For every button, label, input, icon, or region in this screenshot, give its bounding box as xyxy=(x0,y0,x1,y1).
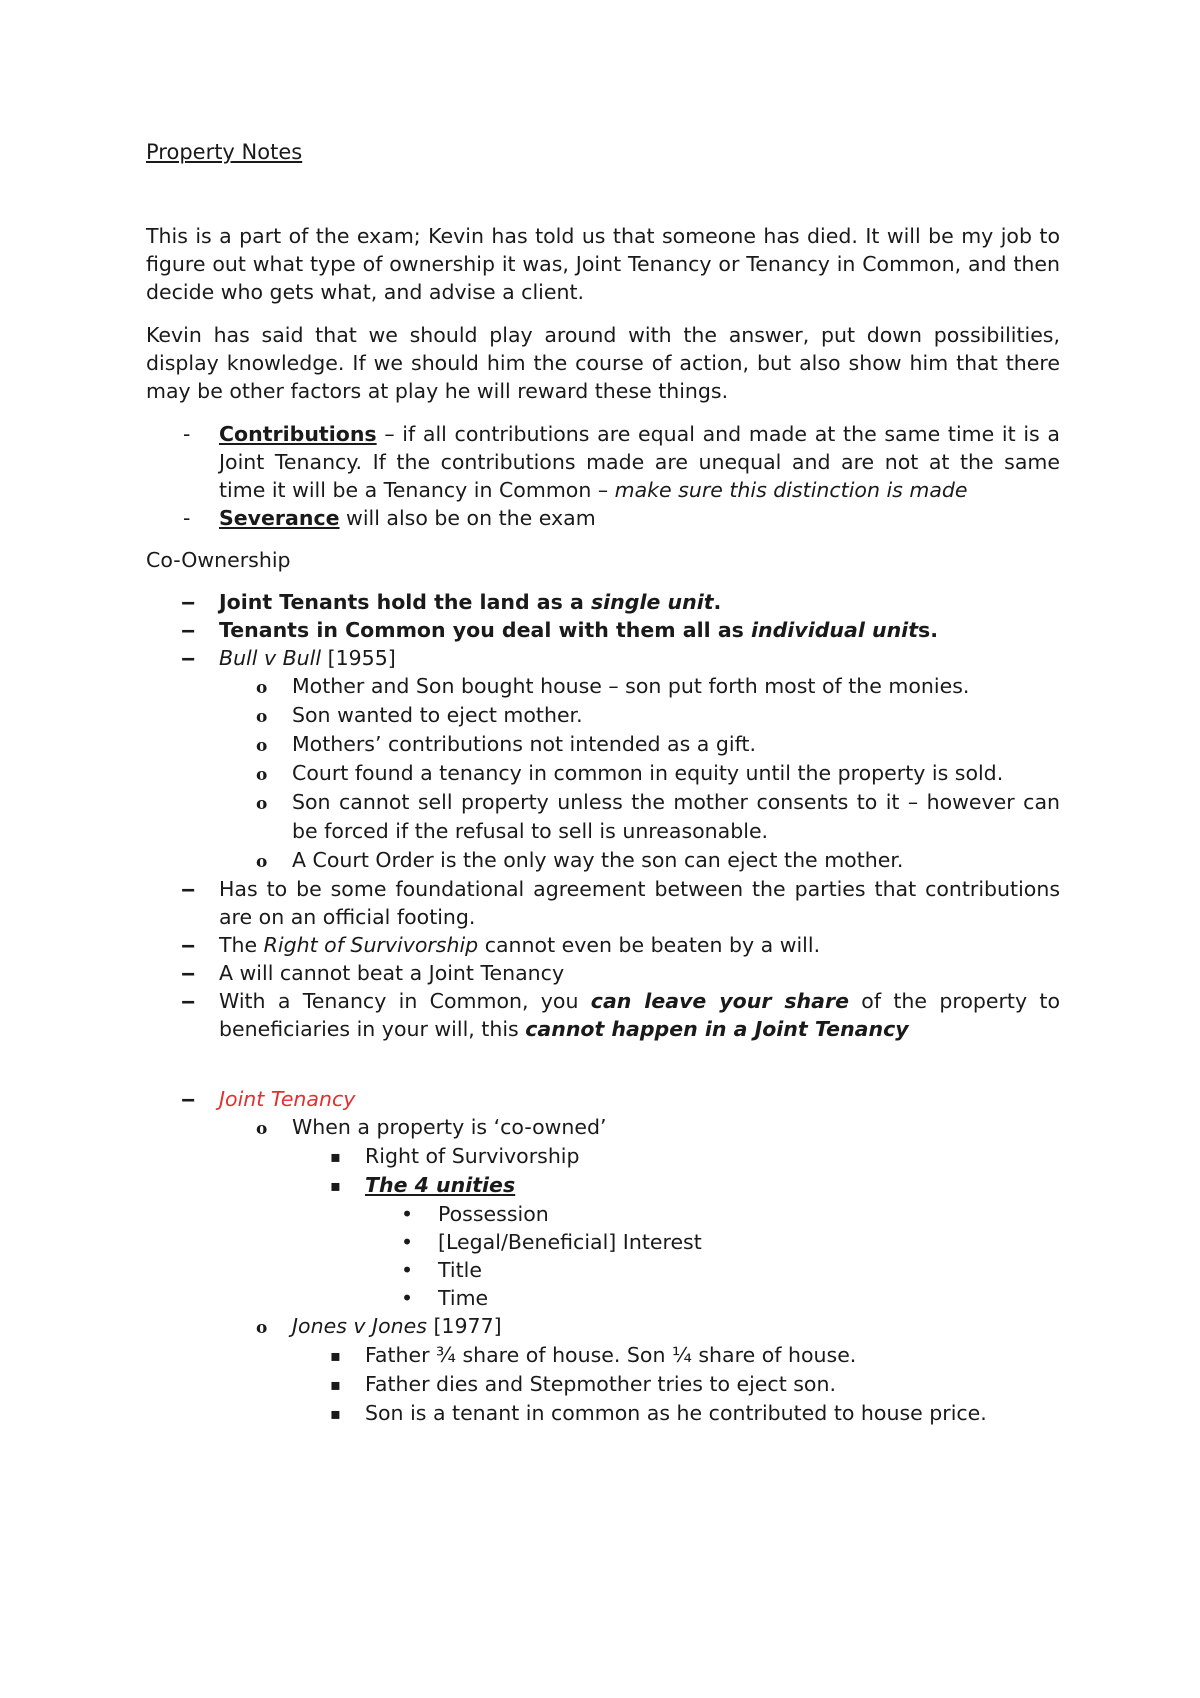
list-item-contributions xyxy=(146,420,1060,504)
unity-item: • Title xyxy=(365,1256,1060,1284)
tic-will-bold-1: can leave your share xyxy=(590,989,849,1013)
survivorship-italic: Right of Survivorship xyxy=(263,933,479,957)
intro-paragraph-2: Kevin has said that we should play around with the answer, put down possibilities, display knowledge. If we should him the course of action, but also show him that there may be other factors at play he will reward these things. xyxy=(146,323,1060,403)
severance-text: will also be on the exam xyxy=(339,506,596,530)
contributions-text: – if all contributions are equal and made at the same time it is a Joint Tenancy. If the contributions made are unequal and are not at the same time it will be a Tenancy in Common – xyxy=(219,422,1060,502)
jones-case-name: Jones v Jones xyxy=(292,1314,427,1338)
co-owned-text: When a property is ‘co-owned’ xyxy=(292,1115,607,1139)
bull-point: o Son cannot sell property unless the mother consents to it – however can be forced if the refusal to sell is unreasonable. xyxy=(219,788,1060,846)
tic-will-prefix: With a Tenancy in Common, you xyxy=(219,989,591,1013)
jones-point: ▪ Father ¾ share of house. Son ¼ share of house. xyxy=(292,1341,1060,1370)
bull-case-year: [1955] xyxy=(321,646,396,670)
bull-points-list xyxy=(219,672,1060,875)
list-item-will-jt: ‒ A will cannot beat a Joint Tenancy xyxy=(146,959,1060,987)
tic-italic: individual unit xyxy=(751,618,919,642)
contributions-label: Contributions xyxy=(219,422,377,446)
tic-as: as xyxy=(717,618,752,642)
four-unities-label: The 4 unities xyxy=(365,1173,516,1197)
joint-tenancy-list xyxy=(146,1085,1060,1428)
tic-will-mid: of the property to beneficiaries in your will, this xyxy=(219,989,1060,1041)
jt-single-suffix: . xyxy=(713,590,722,614)
co-owned-sub-list xyxy=(292,1142,1060,1312)
list-item-joint-tenancy xyxy=(146,1085,1060,1428)
joint-tenancy-heading: Joint Tenancy xyxy=(219,1087,356,1111)
list-item-tic-will xyxy=(146,987,1060,1043)
list-item-severance xyxy=(146,504,1060,532)
bull-point: o Court found a tenancy in common in equity until the property is sold. xyxy=(219,759,1060,788)
list-item-foundational: ‒ Has to be some foundational agreement between the parties that contributions are on an official footing. xyxy=(146,875,1060,931)
list-item-survivorship xyxy=(146,931,1060,959)
bull-case-name: Bull v Bull xyxy=(219,646,322,670)
bull-point: o A Court Order is the only way the son can eject the mother. xyxy=(219,846,1060,875)
jones-points-list xyxy=(292,1341,1060,1428)
contributions-italic: make sure this distinction is made xyxy=(614,478,968,502)
unity-item: • [Legal/Beneficial] Interest xyxy=(365,1228,1060,1256)
joint-tenancy-sub-list xyxy=(219,1113,1060,1428)
document-body xyxy=(146,140,1060,1442)
bull-point: o Mothers’ contributions not intended as a gift. xyxy=(219,730,1060,759)
jt-single-italic: single unit xyxy=(590,590,714,614)
co-ownership-heading: Co-Ownership xyxy=(146,548,291,572)
bull-point: o Mother and Son bought house – son put forth most of the monies. xyxy=(219,672,1060,701)
jones-point: ▪ Son is a tenant in common as he contributed to house price. xyxy=(292,1399,1060,1428)
intro-paragraph-1: This is a part of the exam; Kevin has told us that someone has died. It will be my job to figure out what type of ownership it was, Joint Tenancy or Tenancy in Common, and then decide who gets what, and advise a client. xyxy=(146,224,1060,304)
unity-item: • Possession xyxy=(365,1200,1060,1228)
tic-suffix: s. xyxy=(918,618,939,642)
jones-case-year: [1977] xyxy=(426,1314,502,1338)
page-title: Property Notes xyxy=(146,140,303,164)
four-unities-item xyxy=(292,1171,1060,1312)
unity-item: • Time xyxy=(365,1284,1060,1312)
exam-points-list xyxy=(146,420,1060,532)
severance-label: Severance xyxy=(219,506,340,530)
co-ownership-list xyxy=(146,588,1060,1043)
unities-list xyxy=(365,1200,1060,1312)
jt-single-prefix: Joint Tenants hold the land as a xyxy=(219,590,591,614)
co-owned-item xyxy=(219,1113,1060,1312)
survivorship-suffix: cannot even be beaten by a will. xyxy=(478,933,821,957)
right-of-survivorship-item: ▪ Right of Survivorship xyxy=(292,1142,1060,1171)
bull-point: o Son wanted to eject mother. xyxy=(219,701,1060,730)
list-item-tenants-in-common xyxy=(146,616,1060,644)
tic-prefix: Tenants in Common you deal with them all xyxy=(219,618,718,642)
spacer xyxy=(146,1057,1060,1085)
jones-point: ▪ Father dies and Stepmother tries to eject son. xyxy=(292,1370,1060,1399)
jones-v-jones-item xyxy=(219,1312,1060,1428)
tic-will-bold-2: cannot happen in a Joint Tenancy xyxy=(525,1017,909,1041)
survivorship-prefix: The xyxy=(219,933,264,957)
list-item-bull-v-bull xyxy=(146,644,1060,875)
list-item-joint-tenants xyxy=(146,588,1060,616)
